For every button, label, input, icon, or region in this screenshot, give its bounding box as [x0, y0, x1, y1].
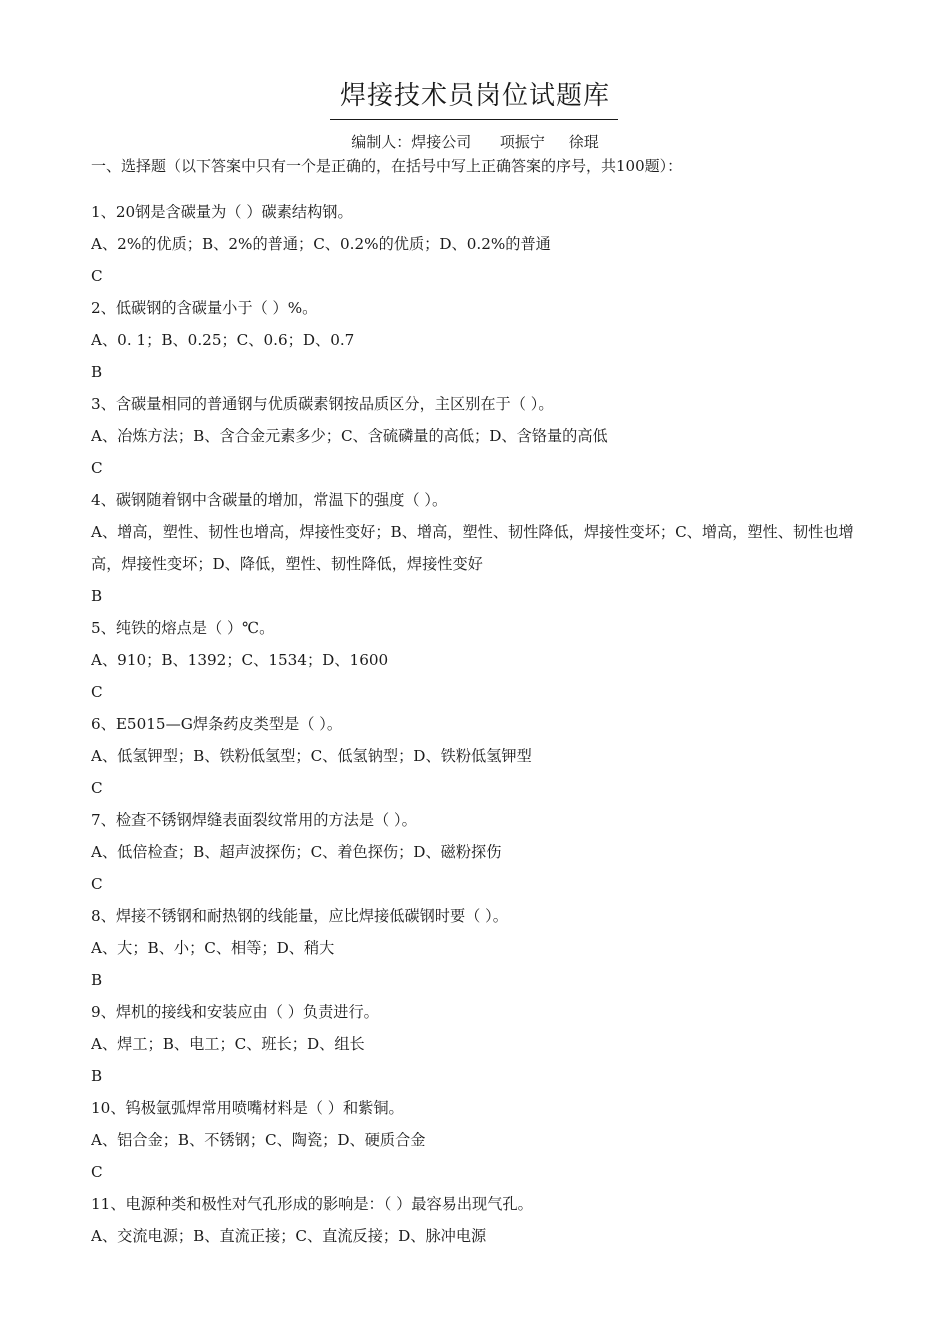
editors-line: 编制人：焊接公司 项振宁 徐琨 — [351, 133, 599, 151]
question-block-9 — [91, 996, 881, 1092]
question-answer: B — [91, 363, 103, 381]
question-text: 10、钨极氩弧焊常用喷嘴材料是（ ）和紫铜。 — [91, 1099, 404, 1117]
question-block-6 — [91, 708, 881, 804]
question-answer: C — [91, 683, 103, 701]
question-text: 2、低碳钢的含碳量小于（ ）%。 — [91, 299, 318, 317]
question-text: 5、纯铁的熔点是（ ）℃。 — [91, 619, 275, 637]
question-answer: C — [91, 267, 103, 285]
question-options: A、交流电源；B、直流正接；C、直流反接；D、脉冲电源 — [91, 1227, 487, 1245]
document-title: 焊接技术员岗位试题库 — [339, 81, 610, 111]
question-block-2 — [91, 292, 881, 388]
question-text: 3、含碳量相同的普通钢与优质碳素钢按品质区分，主区别在于（ ）。 — [91, 395, 554, 413]
section-heading: 一、选择题（以下答案中只有一个是正确的，在括号中写上正确答案的序号，共100题）： — [91, 157, 683, 175]
question-text: 11、电源种类和极性对气孔形成的影响是：（ ）最容易出现气孔。 — [91, 1195, 533, 1213]
question-text: 7、检查不锈钢焊缝表面裂纹常用的方法是（ ）。 — [91, 811, 417, 829]
question-options: A、焊工；B、电工；C、班长；D、组长 — [91, 1035, 365, 1053]
title-underline — [330, 119, 618, 120]
question-answer: C — [91, 459, 103, 477]
question-text: 9、焊机的接线和安装应由（ ）负责进行。 — [91, 1003, 379, 1021]
question-block-4 — [91, 484, 881, 612]
question-block-8 — [91, 900, 881, 996]
question-options: A、冶炼方法；B、含合金元素多少；C、含硫磷量的高低；D、含铬量的高低 — [91, 427, 608, 445]
question-options: A、低氢钾型；B、铁粉低氢型；C、低氢钠型；D、铁粉低氢钾型 — [91, 747, 532, 765]
question-list — [91, 196, 881, 1252]
question-block-10 — [91, 1092, 881, 1188]
question-options: A、增高，塑性、韧性也增高，焊接性变好；B、增高，塑性、韧性降低，焊接性变坏；C、增高，塑性、韧性也增高，焊接性变坏；D、降低，塑性、韧性降低，焊接性变好 — [91, 523, 854, 573]
question-text: 8、焊接不锈钢和耐热钢的线能量，应比焊接低碳钢时要（ ）。 — [91, 907, 508, 925]
question-text: 1、20钢是含碳量为（ ）碳素结构钢。 — [91, 203, 353, 221]
question-options: A、0. 1；B、0.25；C、0.6；D、0.7 — [91, 331, 355, 349]
question-options: A、铝合金；B、不锈钢；C、陶瓷；D、硬质合金 — [91, 1131, 426, 1149]
question-answer: B — [91, 1067, 103, 1085]
question-answer: C — [91, 1163, 103, 1181]
question-options: A、大；B、小；C、相等；D、稍大 — [91, 939, 335, 957]
question-answer: B — [91, 587, 103, 605]
question-options: A、910；B、1392；C、1534；D、1600 — [91, 651, 389, 669]
question-block-11 — [91, 1188, 881, 1252]
question-text: 4、碳钢随着钢中含碳量的增加，常温下的强度（ ）。 — [91, 491, 448, 509]
question-answer: C — [91, 779, 103, 797]
question-options: A、2%的优质；B、2%的普通；C、0.2%的优质；D、0.2%的普通 — [91, 235, 551, 253]
question-block-3 — [91, 388, 881, 484]
question-block-1 — [91, 196, 881, 292]
question-block-7 — [91, 804, 881, 900]
question-answer: C — [91, 875, 103, 893]
question-options: A、低倍检查；B、超声波探伤；C、着色探伤；D、磁粉探伤 — [91, 843, 502, 861]
question-answer: B — [91, 971, 103, 989]
question-text: 6、E5015—G焊条药皮类型是（ ）。 — [91, 715, 343, 733]
question-block-5 — [91, 612, 881, 708]
